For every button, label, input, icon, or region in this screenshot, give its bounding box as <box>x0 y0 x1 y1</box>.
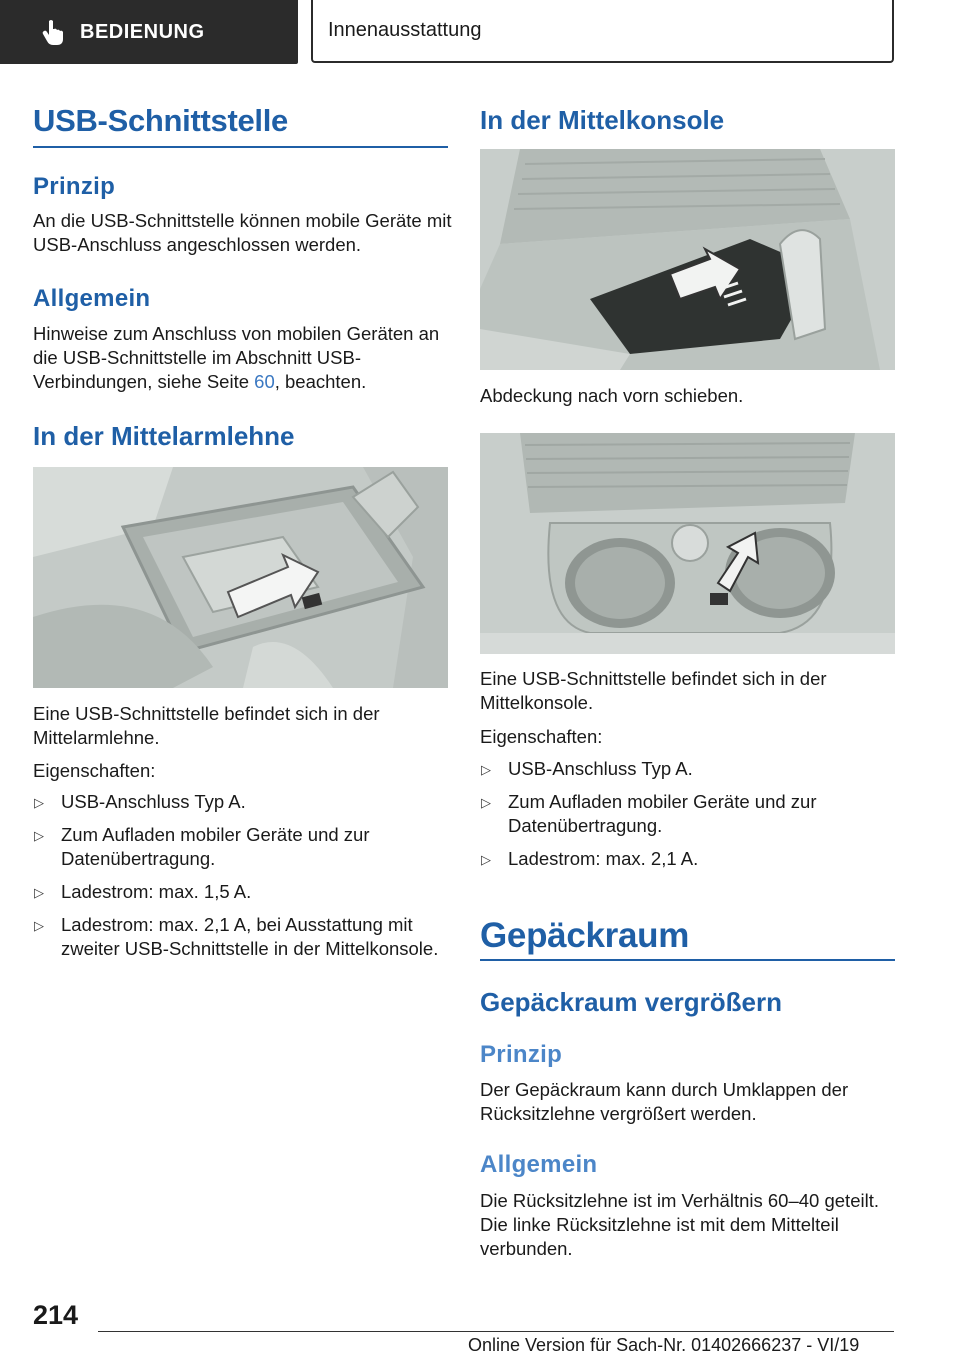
allgemein-heading: Allgemein <box>33 285 151 312</box>
hand-pointer-icon <box>42 19 64 45</box>
prinzip-text: An die USB-Schnittstelle können mobile Geräte mit USB-Anschluss angeschlossen werden. <box>33 210 452 255</box>
triangle-right-icon: ▷ <box>481 762 491 777</box>
luggage-allgemein-text: Die Rücksitzlehne ist im Verhältnis 60–40 geteilt. Die linke Rücksitzlehne ist mit dem Mittelteil verbunden. <box>480 1190 879 1259</box>
console-heading: In der Mittelkonsole <box>480 105 725 135</box>
footer-rule <box>98 1331 894 1332</box>
luggage-allgemein-heading: Allgemein <box>480 1151 598 1178</box>
triangle-right-icon: ▷ <box>481 852 491 867</box>
console-caption: Eine USB-Schnittstelle befindet sich in der Mittelkonsole. <box>480 668 827 713</box>
triangle-right-icon: ▷ <box>34 795 44 810</box>
console-usb-image <box>480 433 895 654</box>
list-item: ▷ Zum Aufladen mobiler Geräte und zur Datenübertragung. <box>34 824 370 869</box>
properties-label-left: Eigenschaften: <box>33 760 156 781</box>
triangle-right-icon: ▷ <box>34 828 44 843</box>
page-title: USB-Schnittstelle <box>33 103 288 138</box>
armrest-heading: In der Mittelarmlehne <box>33 421 295 451</box>
allgemein-text-after: , beachten. <box>274 371 367 392</box>
list-item: ▷ USB-Anschluss Typ A. <box>33 790 453 814</box>
allgemein-text-before: Hinweise zum Anschluss von mobilen Geräten an die USB-Schnittstelle im Abschnitt USB-Verbindungen, siehe Seite <box>33 323 440 392</box>
console-cover-image <box>480 149 895 370</box>
prinzip-heading: Prinzip <box>33 173 116 200</box>
allgemein-text <box>33 322 453 394</box>
luggage-rule <box>480 959 895 961</box>
triangle-right-icon: ▷ <box>34 885 44 900</box>
triangle-right-icon: ▷ <box>481 795 491 810</box>
cover-caption: Abdeckung nach vorn schieben. <box>480 385 744 406</box>
luggage-prinzip-heading: Prinzip <box>480 1041 563 1068</box>
chapter-box <box>311 0 894 63</box>
chapter-title: Innenausstattung <box>328 19 482 41</box>
list-item: ▷ Ladestrom: max. 2,1 A. <box>480 847 900 871</box>
page-number: 214 <box>33 1300 79 1330</box>
list-item: ▷ Zum Aufladen mobiler Geräte und zur Datenübertragung. <box>481 791 817 836</box>
online-version: Online Version für Sach-Nr. 01402666237 - VI/19 <box>468 1335 860 1355</box>
triangle-right-icon: ▷ <box>34 918 44 933</box>
list-item: ▷ Ladestrom: max. 2,1 A, bei Ausstattung mit zweiter USB-Schnittstelle in der Mittelkonsole. <box>34 914 439 959</box>
luggage-prinzip-text: Der Gepäckraum kann durch Umklappen der Rücksitzlehne vergrößert werden. <box>480 1079 849 1124</box>
list-item: ▷ USB-Anschluss Typ A. <box>480 757 900 781</box>
luggage-subheading: Gepäckraum vergrößern <box>480 987 783 1017</box>
list-item: ▷ Ladestrom: max. 1,5 A. <box>33 880 453 904</box>
properties-list-right <box>480 757 900 880</box>
page-link[interactable]: 60 <box>254 371 275 392</box>
section-label: BEDIENUNG <box>80 20 205 43</box>
armrest-caption: Eine USB-Schnittstelle befindet sich in der Mittelarmlehne. <box>33 703 380 748</box>
section-tab <box>0 0 298 64</box>
properties-list-left <box>33 790 453 970</box>
armrest-image <box>33 467 448 688</box>
luggage-title: Gepäckraum <box>480 916 690 955</box>
properties-label-right: Eigenschaften: <box>480 726 603 747</box>
title-rule <box>33 146 448 148</box>
